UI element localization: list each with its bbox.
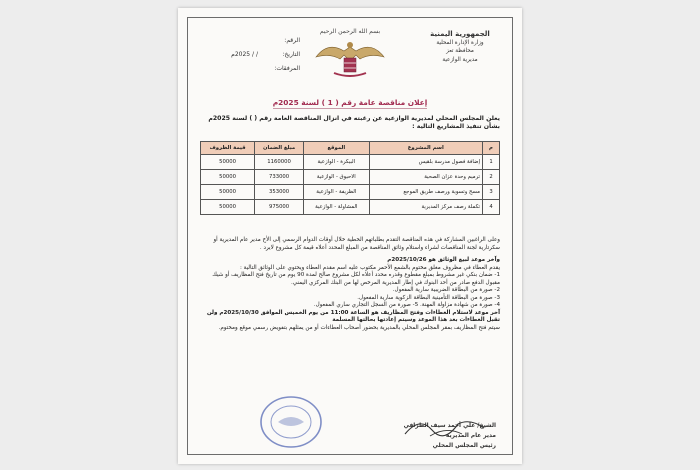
row-project: مسح وتسوية ورصف طريق الموجع xyxy=(369,185,482,200)
envelope-instructions: يقدم العطاء في مظروف مغلق مختوم بالشمع الأحمر مكتوب عليه اسم مقدم العطاء ويحتوي على الوثائق التالية : xyxy=(239,264,500,271)
tender-title-text: إعلان مناقصة عامة رقم ( 1 ) لسنة 2025م xyxy=(272,98,428,107)
header-guarantee: مبلغ الضمان xyxy=(255,142,304,155)
row-guarantee: 353000 xyxy=(255,185,304,200)
table-row xyxy=(201,155,500,170)
sale-deadline: وآخر موعد لبيع الوثائق هو 2025/10/26م xyxy=(387,257,500,263)
row-project: إضافة فصول مدرسة بلقيس xyxy=(369,155,482,170)
row-project: ترميم وحدة عزان الصحية xyxy=(369,170,482,185)
instructions-paragraph: وعلى الراغبين المشاركة في هذه المناقصة التقدم بطلباتهم الخطية خلال أوقات الدوام الرسمي إلى الأخ مدير عام المديرية أو سكرتارية لجنة المناقصات لشراء واستلام وثائق المناقصة من المبلغ المحدد أعلاه قيمة كل مشروع لايرد . xyxy=(213,237,500,251)
signature-block xyxy=(404,421,496,451)
row-location: المشاولة - الوازعية xyxy=(303,200,369,215)
row-location: الاحيوق - الوازعية xyxy=(303,170,369,185)
requirement-item: 2- صورة من البطاقة الضريبية سارية المفعول. xyxy=(392,287,500,293)
requirement-item: 1- ضمان بنكي غير مشروط بمبلغ مقطوع وقدره محدد أعلاه لكل مشروع صالح لمدة 90 يوم من تاريخ فتح المظاريف أو شيك مقبول الدفع صادر من أحد البنوك في إطار المديرية المرخص لها من البنك المركزي اليمني. xyxy=(212,272,500,286)
header-location: الموقع xyxy=(303,142,369,155)
header-envelope: قيمة الظروف xyxy=(201,142,255,155)
header-project: اسم المشروع xyxy=(369,142,482,155)
row-envelope: 50000 xyxy=(201,155,255,170)
letterhead-right xyxy=(414,30,506,64)
row-guarantee: 733000 xyxy=(255,170,304,185)
row-envelope: 50000 xyxy=(201,185,255,200)
row-no: 4 xyxy=(483,200,500,215)
signatory-council: رئيس المجلس المحلي xyxy=(432,443,496,449)
signatory-role: مدير عام المديرية xyxy=(445,433,496,439)
requirement-item: 3- صورة من البطاقة التأمينية البطاقة الزكوية سارية المفعول. xyxy=(357,294,500,301)
row-project: تكملة رصف مركز المديرية xyxy=(369,200,482,215)
row-no: 1 xyxy=(483,155,500,170)
row-no: 3 xyxy=(483,185,500,200)
governorate-name: محافظة تعز xyxy=(446,48,474,55)
header-no: م xyxy=(483,142,500,155)
row-location: البيكرة - الوازعية xyxy=(303,155,369,170)
official-stamp-icon xyxy=(256,392,326,452)
table-row xyxy=(201,200,500,215)
opening-notice: سيتم فتح المظاريف بمقر المجلس المحلي بالمديرية بحضور أصحاب العطاءات أو من يمثلهم بتفويض رسمي موقع ومختوم. xyxy=(218,324,500,331)
date-label: التاريخ: xyxy=(282,51,300,58)
document-page xyxy=(178,8,522,464)
table-header-row xyxy=(201,142,500,155)
row-guarantee: 975000 xyxy=(255,200,304,215)
basmala-text: بسم الله الرحمن الرحيم xyxy=(319,28,381,35)
directorate-name: مديرية الوازعية xyxy=(442,56,478,63)
table-row xyxy=(201,170,500,185)
emblem-block xyxy=(308,25,392,83)
tender-title xyxy=(208,98,492,107)
row-no: 2 xyxy=(483,170,500,185)
submission-deadline: آخر موعد لاستلام العطاءات وفتح المظاريف هو الساعة 11:00 من يوم الخميس الموافق 2025/10/30م ولن تقبل العطاءات بعد هذا الموعد وسيتم إعادتها بحالتها المسلمة xyxy=(206,309,500,323)
row-envelope: 50000 xyxy=(201,170,255,185)
republic-name: الجمهورية اليمنية xyxy=(430,30,490,38)
yemen-eagle-emblem-icon xyxy=(308,25,392,83)
ref-label: الرقم: xyxy=(284,37,300,44)
row-guarantee: 1160000 xyxy=(255,155,304,170)
tender-body xyxy=(198,237,500,332)
requirement-item: 4- صورة من شهادة مزاولة المهنة. 5- صورة من السجل التجاري ساري المفعول. xyxy=(313,302,500,308)
date-value: / / 2025م xyxy=(231,51,258,58)
intro-paragraph: يعلن المجلس المحلي لمديرية الوازعية عن رغبته في انزال المناقصة العامة رقم ( ) لسنة 2025م بشأن تنفيذ المشاريع التالية : xyxy=(208,115,500,130)
ministry-name: وزارة الإدارة المحلية xyxy=(436,40,484,46)
row-location: الظريفة - الوازعية xyxy=(303,185,369,200)
row-envelope: 50000 xyxy=(201,200,255,215)
attachments-label: المرفقات: xyxy=(274,65,300,72)
table-row xyxy=(201,185,500,200)
projects-table xyxy=(200,141,500,215)
signatory-name: الشيخ/ علي أحمد سيف الظرافي xyxy=(403,423,496,429)
letterhead-left xyxy=(200,34,300,76)
